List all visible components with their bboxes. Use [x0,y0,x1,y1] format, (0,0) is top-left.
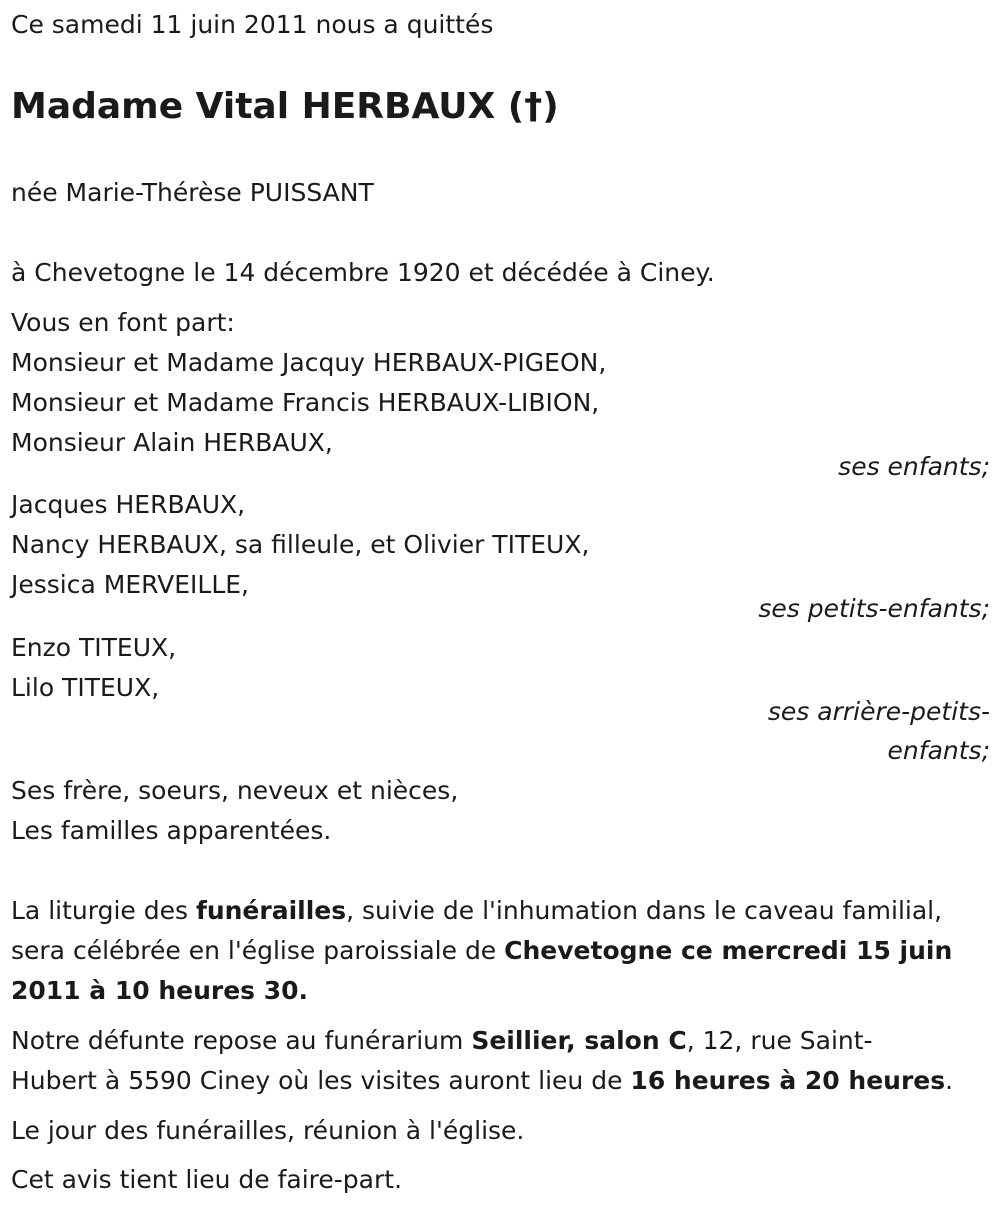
grandchildren-label: ses petits-enfants; [758,594,990,623]
visitation-line-1: Notre défunte repose au funérarium Seillier, salon C, 12, rue Saint- [11,1026,873,1055]
funeral-line-3: 2011 à 10 heures 30. [11,976,309,1005]
meeting-note: Le jour des funérailles, réunion à l'église. [11,1116,525,1145]
funeral-line-2: sera célébrée en l'église paroissiale de Chevetogne ce mercredi 15 juin [11,936,953,965]
grandchild-line: Jessica MERVEILLE, [11,570,250,599]
intro-date: Ce samedi 11 juin 2011 nous a quittés [11,10,494,39]
birth-death: à Chevetogne le 14 décembre 1920 et décédée à Ciney. [11,258,715,287]
children-label: ses enfants; [838,452,990,481]
grandchild-line: Nancy HERBAUX, sa filleule, et Olivier TITEUX, [11,530,590,559]
great-grandchild-line: Enzo TITEUX, [11,633,177,662]
visitation-line-2: Hubert à 5590 Ciney où les visites auront lieu de 16 heures à 20 heures. [11,1066,954,1095]
grandchild-line: Jacques HERBAUX, [11,490,246,519]
child-line: Monsieur Alain HERBAUX, [11,428,333,457]
family-line: Les familles apparentées. [11,816,332,845]
child-line: Monsieur et Madame Jacquy HERBAUX-PIGEON, [11,348,607,377]
great-grandchildren-label-cont: enfants; [887,736,990,765]
announcement-intro: Vous en font part: [11,308,235,337]
family-line: Ses frère, soeurs, neveux et nièces, [11,776,459,805]
great-grandchild-line: Lilo TITEUX, [11,673,160,702]
deceased-name: Madame Vital HERBAUX (†) [11,86,559,127]
birth-name: née Marie-Thérèse PUISSANT [11,178,374,207]
funeral-line-1: La liturgie des funérailles, suivie de l'inhumation dans le caveau familial, [11,896,943,925]
great-grandchildren-label: ses arrière-petits- [767,697,990,726]
closing-note: Cet avis tient lieu de faire-part. [11,1165,403,1194]
child-line: Monsieur et Madame Francis HERBAUX-LIBION, [11,388,600,417]
